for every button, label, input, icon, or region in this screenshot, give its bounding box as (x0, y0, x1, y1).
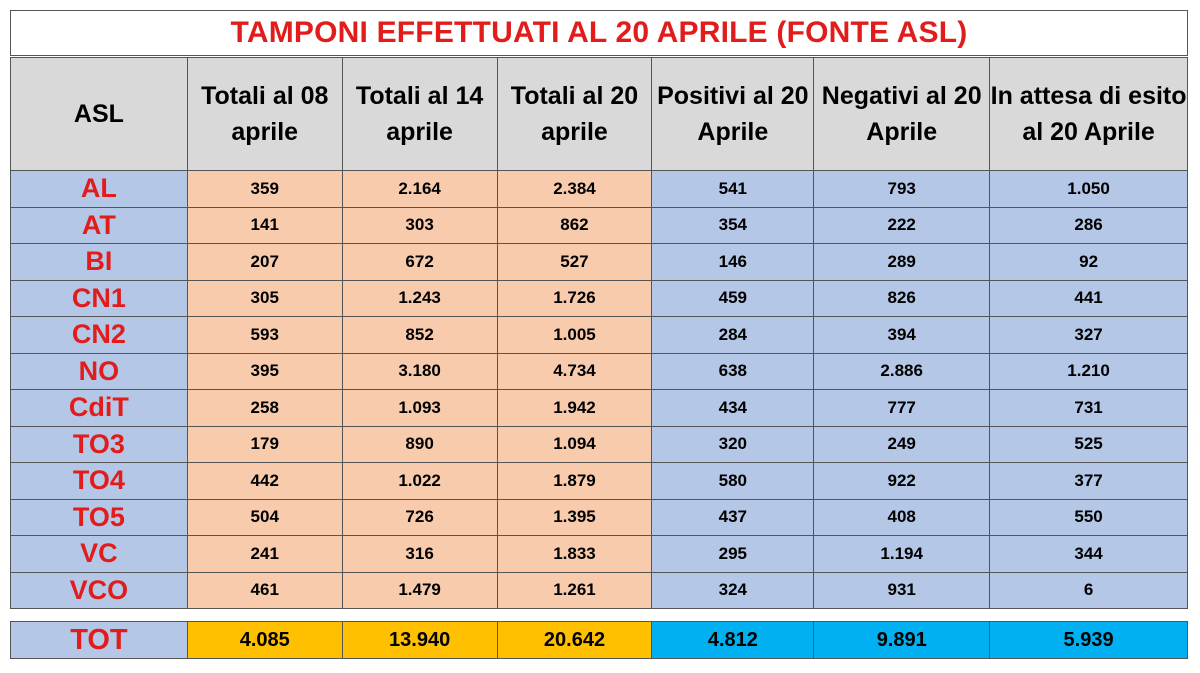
table-row (11, 171, 1188, 208)
table-cell: 1.050 (990, 171, 1188, 208)
table-cell: 344 (990, 536, 1188, 573)
header-totali-20: Totali al 20 aprile (497, 58, 652, 171)
table-row (11, 317, 1188, 354)
table-row (11, 499, 1188, 536)
table-cell: 862 (497, 207, 652, 244)
total-cell: 4.085 (187, 622, 342, 659)
asl-label: CN1 (11, 280, 188, 317)
total-cell: 4.812 (652, 622, 814, 659)
table-cell: 6 (990, 572, 1188, 609)
total-cell: 5.939 (990, 622, 1188, 659)
table-cell: 525 (990, 426, 1188, 463)
table-cell: 852 (342, 317, 497, 354)
asl-label: NO (11, 353, 188, 390)
table-cell: 726 (342, 499, 497, 536)
table-cell: 1.726 (497, 280, 652, 317)
tamponi-table (10, 57, 1188, 609)
table-cell: 4.734 (497, 353, 652, 390)
table-cell: 141 (187, 207, 342, 244)
table-cell: 550 (990, 499, 1188, 536)
table-cell: 922 (814, 463, 990, 500)
table-cell: 395 (187, 353, 342, 390)
table-cell: 222 (814, 207, 990, 244)
table-cell: 793 (814, 171, 990, 208)
table-cell: 1.879 (497, 463, 652, 500)
table-cell: 249 (814, 426, 990, 463)
asl-label: CdiT (11, 390, 188, 427)
asl-label: TO4 (11, 463, 188, 500)
total-cell: 13.940 (342, 622, 497, 659)
table-cell: 541 (652, 171, 814, 208)
header-asl: ASL (11, 58, 188, 171)
table-cell: 1.479 (342, 572, 497, 609)
table-row (11, 536, 1188, 573)
table-cell: 179 (187, 426, 342, 463)
table-cell: 442 (187, 463, 342, 500)
header-in-attesa: In attesa di esito al 20 Aprile (990, 58, 1188, 171)
table-cell: 777 (814, 390, 990, 427)
table-cell: 1.194 (814, 536, 990, 573)
table-cell: 434 (652, 390, 814, 427)
table-row (11, 390, 1188, 427)
table-row (11, 426, 1188, 463)
table-cell: 295 (652, 536, 814, 573)
table-cell: 284 (652, 317, 814, 354)
header-negativi: Negativi al 20 Aprile (814, 58, 990, 171)
table-cell: 1.093 (342, 390, 497, 427)
table-cell: 207 (187, 244, 342, 281)
table-cell: 1.395 (497, 499, 652, 536)
table-cell: 316 (342, 536, 497, 573)
table-cell: 2.164 (342, 171, 497, 208)
table-title: TAMPONI EFFETTUATI AL 20 APRILE (FONTE ASL) (10, 10, 1188, 56)
header-totali-08: Totali al 08 aprile (187, 58, 342, 171)
table-cell: 1.210 (990, 353, 1188, 390)
total-cell: 20.642 (497, 622, 652, 659)
table-cell: 286 (990, 207, 1188, 244)
asl-label: CN2 (11, 317, 188, 354)
table-cell: 1.022 (342, 463, 497, 500)
table-cell: 3.180 (342, 353, 497, 390)
table-cell: 441 (990, 280, 1188, 317)
table-cell: 394 (814, 317, 990, 354)
table-cell: 92 (990, 244, 1188, 281)
asl-label: VCO (11, 572, 188, 609)
table-cell: 1.243 (342, 280, 497, 317)
table-cell: 305 (187, 280, 342, 317)
table-cell: 437 (652, 499, 814, 536)
table-cell: 408 (814, 499, 990, 536)
table-cell: 327 (990, 317, 1188, 354)
asl-label: TO5 (11, 499, 188, 536)
table-cell: 324 (652, 572, 814, 609)
table-cell: 1.094 (497, 426, 652, 463)
table-cell: 377 (990, 463, 1188, 500)
table-cell: 320 (652, 426, 814, 463)
table-cell: 731 (990, 390, 1188, 427)
table-cell: 359 (187, 171, 342, 208)
table-cell: 146 (652, 244, 814, 281)
table-cell: 504 (187, 499, 342, 536)
table-cell: 580 (652, 463, 814, 500)
table-cell: 890 (342, 426, 497, 463)
table-cell: 931 (814, 572, 990, 609)
table-cell: 527 (497, 244, 652, 281)
table-cell: 303 (342, 207, 497, 244)
asl-label: BI (11, 244, 188, 281)
asl-label: AT (11, 207, 188, 244)
table-cell: 1.005 (497, 317, 652, 354)
asl-label: AL (11, 171, 188, 208)
table-cell: 1.261 (497, 572, 652, 609)
total-label: TOT (11, 622, 188, 659)
header-row (11, 58, 1188, 171)
table-row (11, 207, 1188, 244)
asl-label: VC (11, 536, 188, 573)
table-cell: 459 (652, 280, 814, 317)
table-cell: 1.942 (497, 390, 652, 427)
table-cell: 461 (187, 572, 342, 609)
table-row (11, 353, 1188, 390)
table-cell: 2.886 (814, 353, 990, 390)
table-cell: 826 (814, 280, 990, 317)
table-row (11, 463, 1188, 500)
table-row (11, 244, 1188, 281)
table-cell: 258 (187, 390, 342, 427)
table-cell: 638 (652, 353, 814, 390)
total-row (11, 622, 1188, 659)
header-positivi: Positivi al 20 Aprile (652, 58, 814, 171)
table-cell: 593 (187, 317, 342, 354)
table-row (11, 572, 1188, 609)
total-cell: 9.891 (814, 622, 990, 659)
table-cell: 2.384 (497, 171, 652, 208)
table-cell: 672 (342, 244, 497, 281)
asl-label: TO3 (11, 426, 188, 463)
header-totali-14: Totali al 14 aprile (342, 58, 497, 171)
table-cell: 354 (652, 207, 814, 244)
totals-table (10, 621, 1188, 659)
table-cell: 1.833 (497, 536, 652, 573)
table-body (11, 171, 1188, 609)
table-row (11, 280, 1188, 317)
table-cell: 241 (187, 536, 342, 573)
table-cell: 289 (814, 244, 990, 281)
